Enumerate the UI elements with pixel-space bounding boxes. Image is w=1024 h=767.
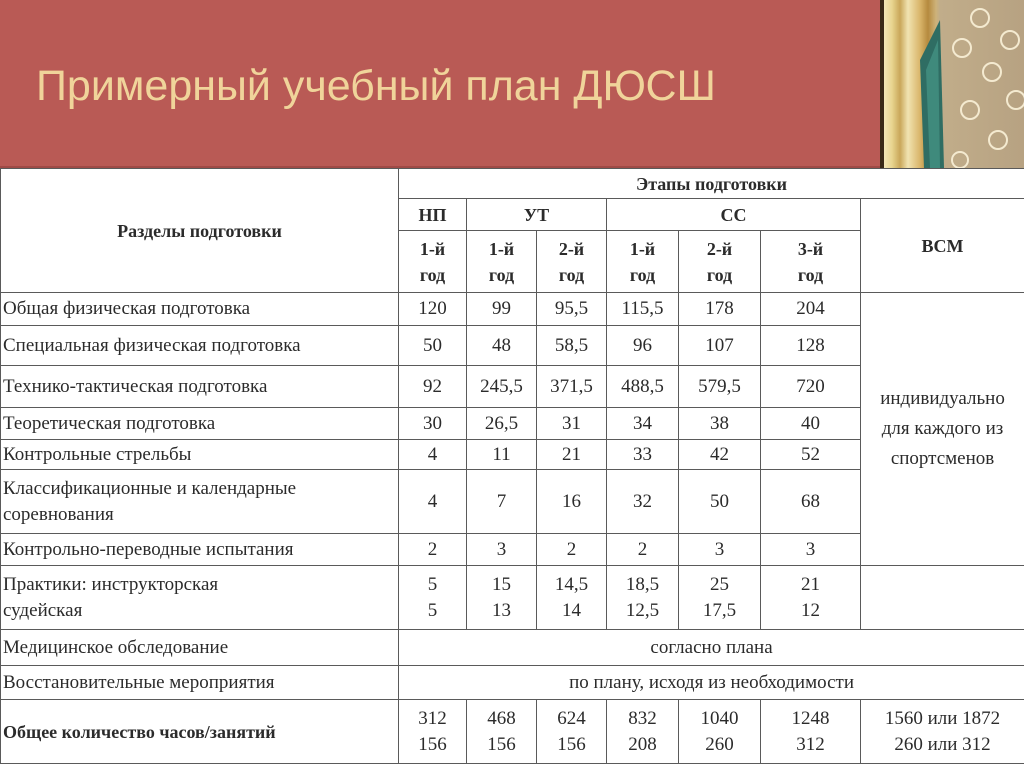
cell-value: 25 17,5 <box>679 566 761 630</box>
cell-value: 312 156 <box>399 700 467 764</box>
training-plan-table <box>0 168 1024 764</box>
stages-header: Этапы подготовки <box>399 169 1024 199</box>
cell-value: 21 <box>537 440 607 470</box>
cell-value: 5 5 <box>399 566 467 630</box>
cell-value: 468 156 <box>467 700 537 764</box>
cell-value: 33 <box>607 440 679 470</box>
cell-value: 2 <box>399 534 467 566</box>
cell-value: 40 <box>761 408 861 440</box>
cell-value: 34 <box>607 408 679 440</box>
cell-value: 38 <box>679 408 761 440</box>
row-label: Теоретическая подготовка <box>1 408 399 440</box>
cell-value: 107 <box>679 326 761 366</box>
row-label: Технико-тактическая подготовка <box>1 366 399 408</box>
cell-value: 120 <box>399 293 467 326</box>
sections-header: Разделы подготовки <box>1 169 399 293</box>
cell-value: 371,5 <box>537 366 607 408</box>
cell-value: 42 <box>679 440 761 470</box>
slide-header <box>0 0 880 168</box>
cell-value: 18,5 12,5 <box>607 566 679 630</box>
cell-value: 3 <box>761 534 861 566</box>
cell-value: 2 <box>537 534 607 566</box>
merged-value: согласно плана <box>399 630 1024 666</box>
row-label: Контрольные стрельбы <box>1 440 399 470</box>
cell-value: 31 <box>537 408 607 440</box>
cell-value: 16 <box>537 470 607 534</box>
cell-value: 4 <box>399 440 467 470</box>
row-label: Медицинское обследование <box>1 630 399 666</box>
floral-pattern-icon <box>880 0 1024 168</box>
row-label: Общее количество часов/занятий <box>1 700 399 764</box>
cell-value: 50 <box>399 326 467 366</box>
cell-value: 68 <box>761 470 861 534</box>
cell-value: 204 <box>761 293 861 326</box>
table-row <box>1 700 1024 764</box>
year-header: 2-й год <box>679 231 761 293</box>
year-header: 1-й год <box>607 231 679 293</box>
cell-value: 50 <box>679 470 761 534</box>
decorative-border <box>880 0 1024 168</box>
row-label: Общая физическая подготовка <box>1 293 399 326</box>
row-label: Практики: инструкторская судейская <box>1 566 399 630</box>
cell-empty <box>861 566 1024 630</box>
year-header: 1-й год <box>399 231 467 293</box>
table-row <box>1 666 1024 700</box>
cell-value: 579,5 <box>679 366 761 408</box>
row-label: Восстановительные мероприятия <box>1 666 399 700</box>
cell-value: 14,5 14 <box>537 566 607 630</box>
row-label: Специальная физическая подготовка <box>1 326 399 366</box>
row-label: Классификационные и календарные соревнования <box>1 470 399 534</box>
cell-value: 92 <box>399 366 467 408</box>
cell-value: 1040 260 <box>679 700 761 764</box>
table-row <box>1 630 1024 666</box>
cell-value: 11 <box>467 440 537 470</box>
group-ut-header: УТ <box>467 199 607 231</box>
cell-value: 30 <box>399 408 467 440</box>
group-vsm-header: ВСМ <box>861 199 1024 293</box>
cell-value: 26,5 <box>467 408 537 440</box>
cell-value: 832 208 <box>607 700 679 764</box>
cell-value: 7 <box>467 470 537 534</box>
group-ss-header: СС <box>607 199 861 231</box>
cell-value: 58,5 <box>537 326 607 366</box>
vsm-note: индивидуально для каждого из спортсменов <box>861 293 1024 566</box>
cell-value: 1248 312 <box>761 700 861 764</box>
cell-value: 4 <box>399 470 467 534</box>
cell-value: 488,5 <box>607 366 679 408</box>
cell-value: 115,5 <box>607 293 679 326</box>
cell-value: 96 <box>607 326 679 366</box>
cell-value: 2 <box>607 534 679 566</box>
cell-value: 52 <box>761 440 861 470</box>
cell-value: 15 13 <box>467 566 537 630</box>
cell-value: 95,5 <box>537 293 607 326</box>
table-row <box>1 566 1024 630</box>
year-header: 1-й год <box>467 231 537 293</box>
row-label: Контрольно-переводные испытания <box>1 534 399 566</box>
cell-value: 624 156 <box>537 700 607 764</box>
cell-value: 720 <box>761 366 861 408</box>
cell-value: 178 <box>679 293 761 326</box>
year-header: 2-й год <box>537 231 607 293</box>
group-np-header: НП <box>399 199 467 231</box>
merged-value: по плану, исходя из необходимости <box>399 666 1024 700</box>
cell-value: 99 <box>467 293 537 326</box>
table-row <box>1 293 1024 326</box>
year-header: 3-й год <box>761 231 861 293</box>
cell-value: 3 <box>679 534 761 566</box>
slide-title: Примерный учебный план ДЮСШ <box>36 62 716 110</box>
cell-value: 1560 или 1872 260 или 312 <box>861 700 1024 764</box>
cell-value: 21 12 <box>761 566 861 630</box>
cell-value: 48 <box>467 326 537 366</box>
cell-value: 3 <box>467 534 537 566</box>
cell-value: 245,5 <box>467 366 537 408</box>
cell-value: 128 <box>761 326 861 366</box>
cell-value: 32 <box>607 470 679 534</box>
